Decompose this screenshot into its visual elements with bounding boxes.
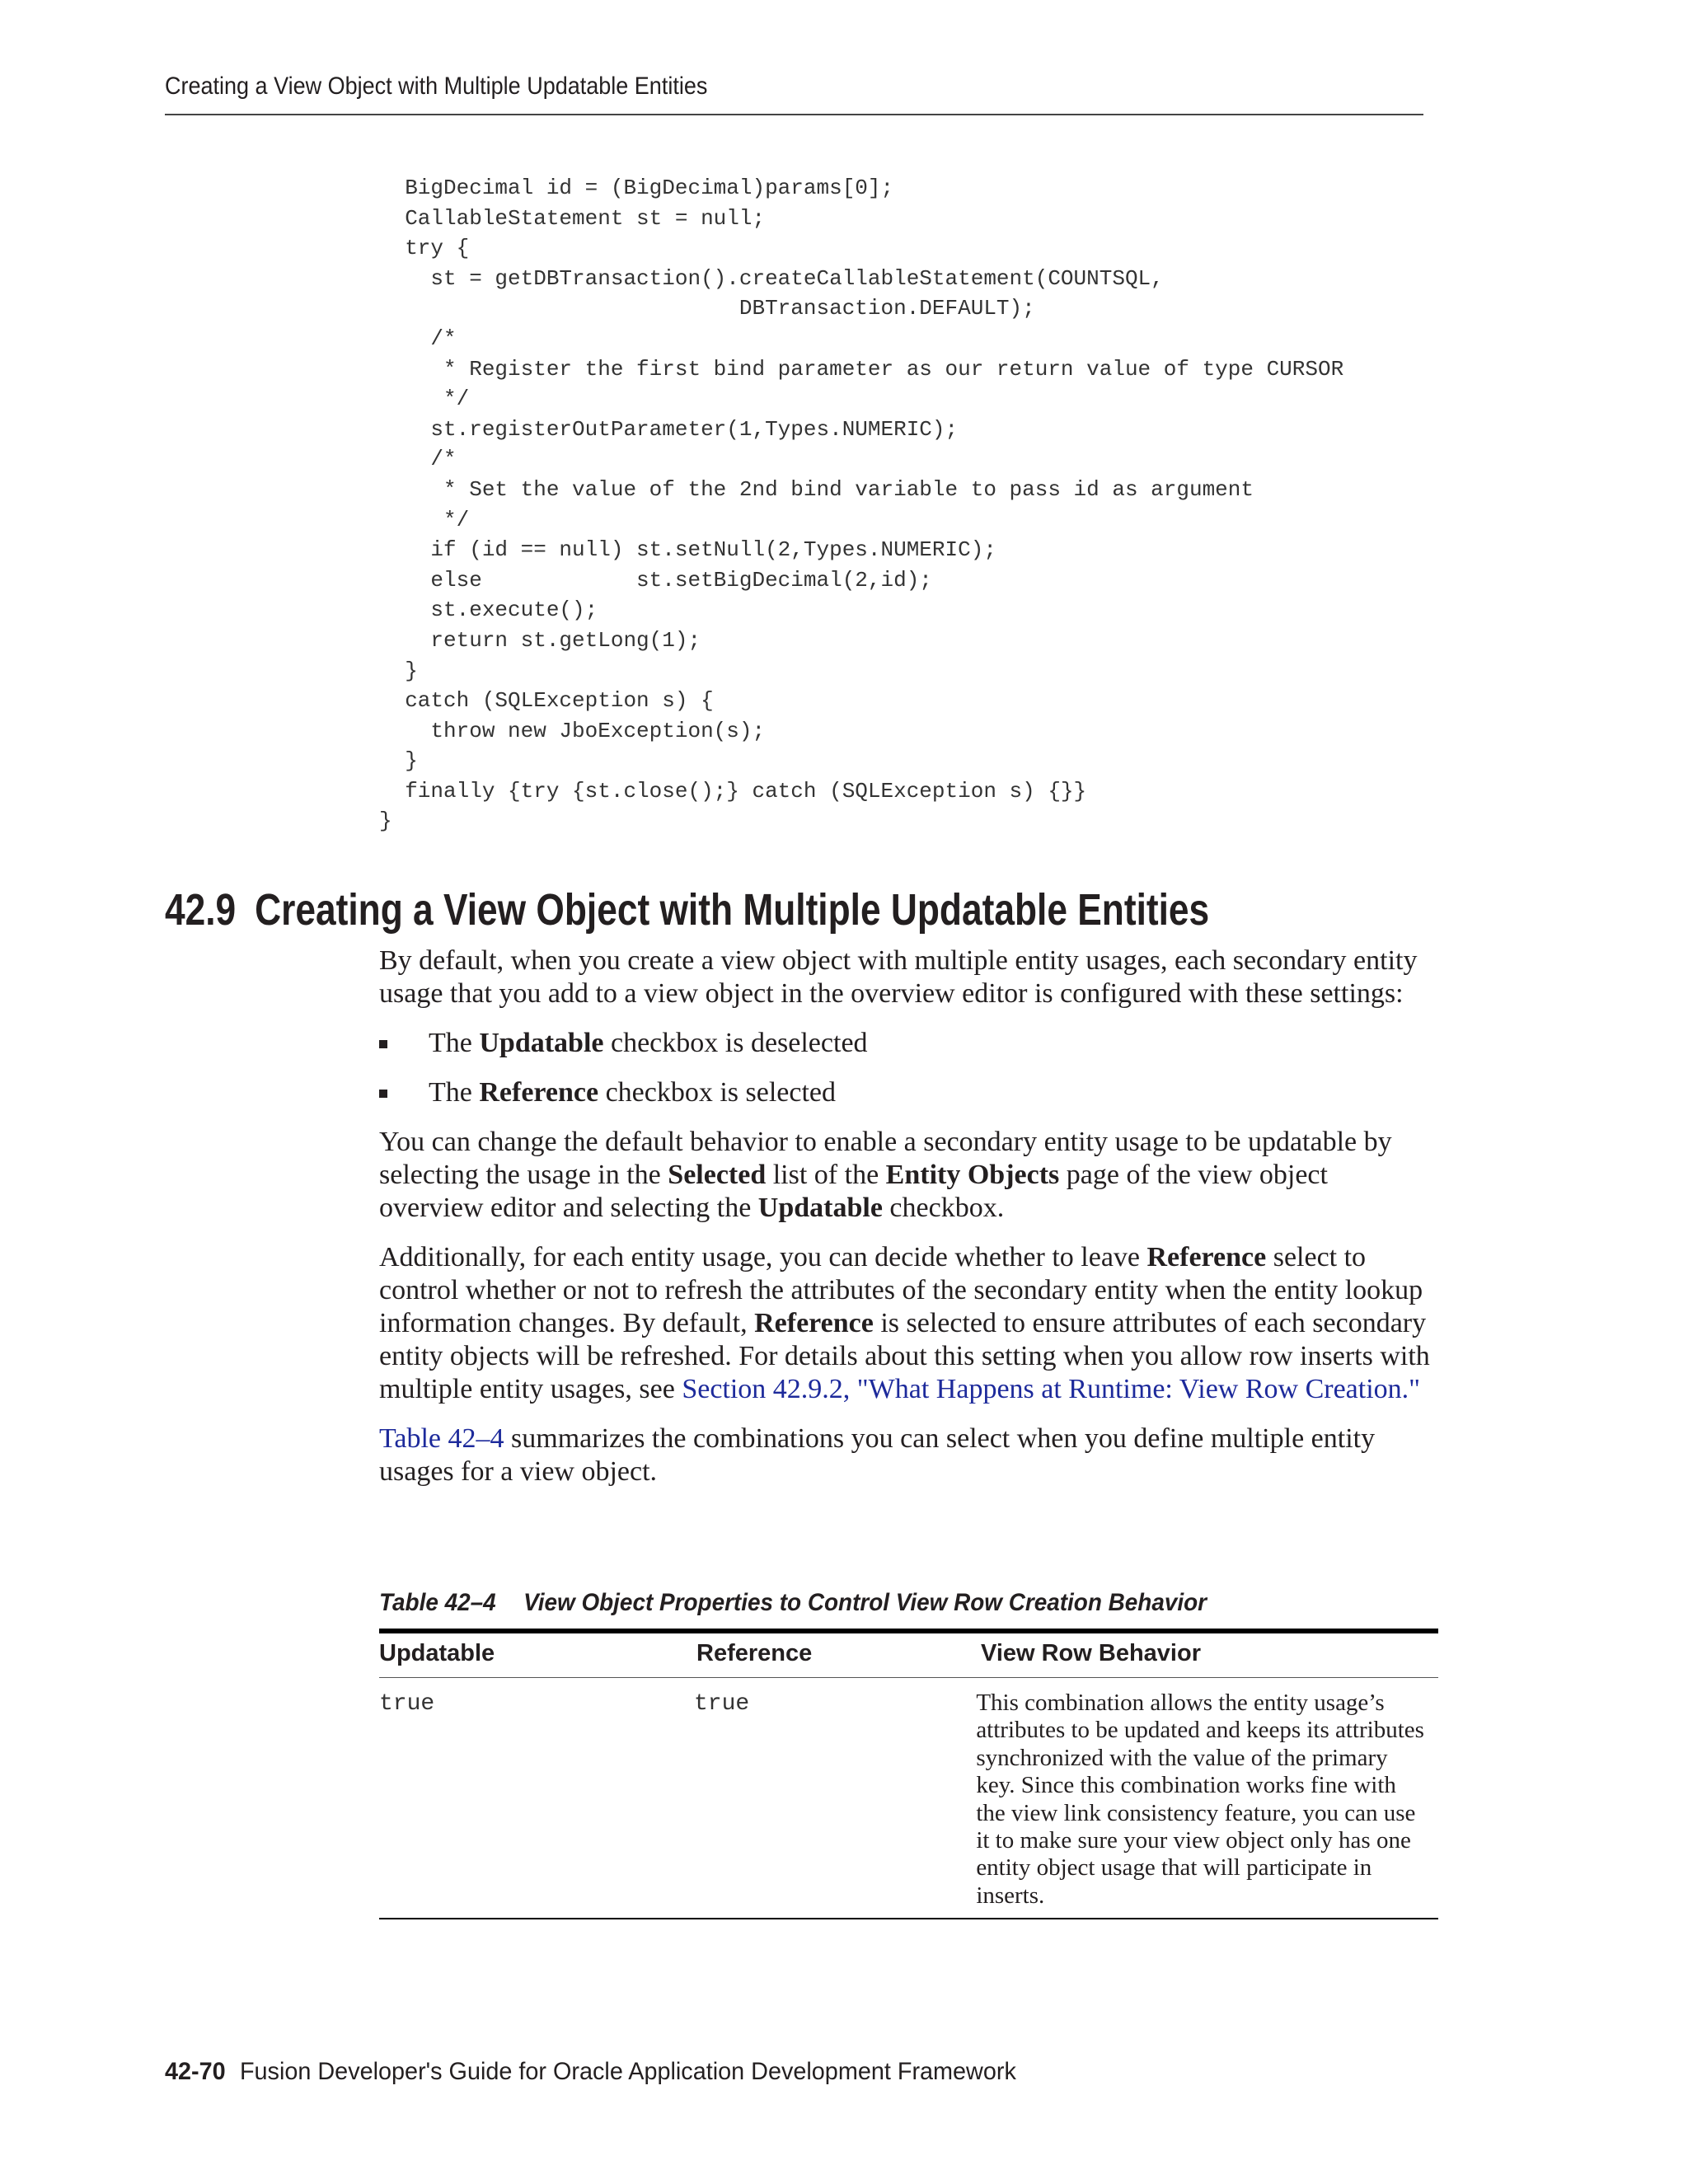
book-title: Fusion Developer's Guide for Oracle Application Development Framework bbox=[239, 2058, 1016, 2085]
page-number: 42-70 bbox=[165, 2058, 226, 2085]
settings-list bbox=[379, 1027, 1430, 1109]
table-caption bbox=[379, 1589, 1207, 1617]
column-header: View Row Behavior bbox=[981, 1640, 1201, 1666]
table-caption-title: View Object Properties to Control View Row Creation Behavior bbox=[523, 1589, 1207, 1616]
page-footer bbox=[165, 2058, 1016, 2086]
table-intro-paragraph: Table 42–4 summarizes the combinations you can select when you define multiple entity usages for a view object. bbox=[379, 1423, 1376, 1487]
section-title: Creating a View Object with Multiple Updatable Entities bbox=[255, 885, 1210, 935]
behavior-cell: This combination allows the entity usage’s attributes to be updated and keeps its attributes synchronized with the value of the primary key. Since this combination works fine with the view link consistency feature, you can use it to make sure your view object only has one entity object usage that will participate in inserts. bbox=[976, 1690, 1424, 1909]
bullet-icon bbox=[379, 1090, 387, 1098]
properties-table bbox=[379, 1629, 1438, 1919]
table-caption-number: Table 42–4 bbox=[379, 1589, 496, 1616]
column-header: Updatable bbox=[379, 1640, 495, 1666]
running-header: Creating a View Object with Multiple Updatable Entities bbox=[165, 73, 708, 100]
section-body bbox=[379, 944, 1430, 1505]
table-header-row bbox=[379, 1633, 1438, 1678]
reference-cell: true bbox=[694, 1691, 750, 1717]
list-item: The Reference checkbox is selected bbox=[379, 1076, 1430, 1109]
column-header: Reference bbox=[696, 1640, 813, 1666]
reference-paragraph: Additionally, for each entity usage, you can decide whether to leave Reference select to control whether or not to refresh the attributes of the secondary entity when the entity lookup information changes. By default, Reference is selected to ensure attributes of each secondary entity objects will be refreshed. For details about this setting when you allow row inserts with multiple entity usages, see Section 42.9.2, "What Happens at Runtime: View Row Creation." bbox=[379, 1242, 1430, 1404]
code-block: BigDecimal id = (BigDecimal)params[0]; CallableStatement st = null; try { st = getDBTransaction().createCallableStatement(COUNTSQL, DBTransaction.DEFAULT); /* * Register the first bind parameter as our return value of type CURSOR */ st.registerOutParameter(1,Types.NUMERIC); /* * Set the value of the 2nd bind variable to pass id as argument */ if (id == null) st.setNull(2,Types.NUMERIC); else st.setBigDecimal(2,id); st.execute(); return st.getLong(1); } catch (SQLException s) { throw new JboException(s); } finally {try {st.close();} catch (SQLException s) {}} } bbox=[379, 176, 1344, 834]
table-row bbox=[379, 1678, 1438, 1918]
section-heading bbox=[165, 883, 1209, 936]
header-rule bbox=[165, 114, 1423, 115]
updatable-paragraph: You can change the default behavior to enable a secondary entity usage to be updatable by selecting the usage in the Selected list of the Entity Objects page of the view object overview editor and selecting the Updatable checkbox. bbox=[379, 1127, 1392, 1223]
bullet-icon bbox=[379, 1040, 387, 1048]
section-link[interactable]: Section 42.9.2, "What Happens at Runtime: View Row Creation." bbox=[682, 1374, 1421, 1404]
table-link[interactable]: Table 42–4 bbox=[379, 1423, 504, 1454]
intro-paragraph: By default, when you create a view object with multiple entity usages, each secondary entity usage that you add to a view object in the overview editor is configured with these settings: bbox=[379, 945, 1418, 1009]
updatable-cell: true bbox=[379, 1691, 435, 1717]
section-number: 42.9 bbox=[165, 885, 237, 935]
list-item: The Updatable checkbox is deselected bbox=[379, 1027, 1430, 1060]
